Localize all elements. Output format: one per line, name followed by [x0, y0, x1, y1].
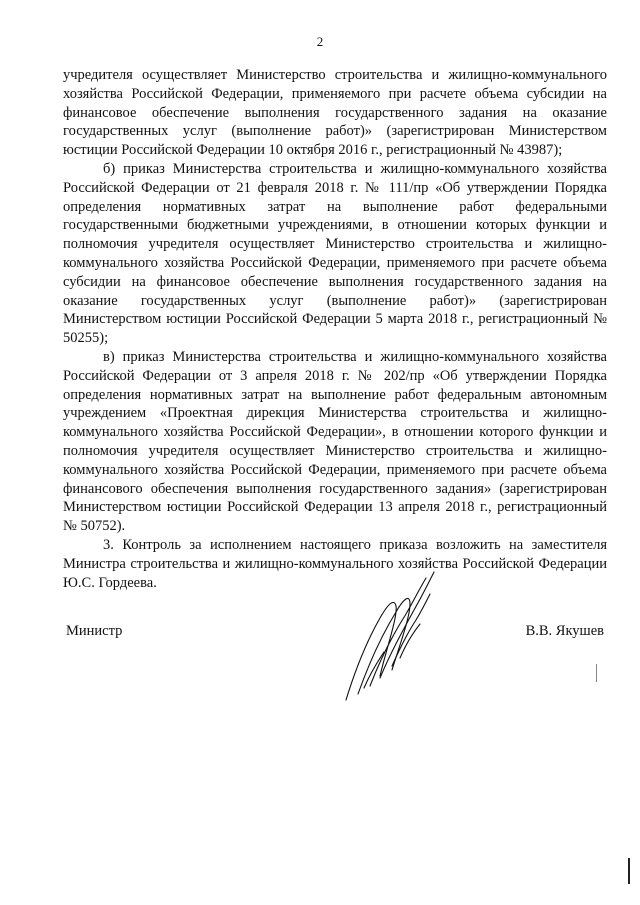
paragraph-item-v: в) приказ Министерства строительства и жилищно-коммунального хозяйства Российской Федерации от 3 апреля 2018 г. № 202/пр «Об утверждении Порядка определения нормативных затрат на выполнение работ федеральным автономным учреждением «Проектная дирекция Министерства строительства и жилищно-коммунального хозяйства Российской Федерации», в отношении которого функции и полномочия учредителя осуществляет Министерство строительства и жилищно-коммунального хозяйства Российской Федерации, применяемого при расчете объема финансового обеспечения выполнения государственного задания» (зарегистрирован Министерством юстиции Российской Федерации 13 апреля 2018 г., регистрационный № 50752). — [63, 348, 607, 535]
paragraph-continuation: учредителя осуществляет Министерство строительства и жилищно-коммунального хозяйства Российской Федерации, применяемого при расчете объема субсидии на финансовое обеспечение выполнения государственного задания на оказание государственных услуг (выполнение работ)» (зарегистрирован Министерством юстиции Российской Федерации 10 октября 2016 г., регистрационный № 43987); — [63, 67, 607, 159]
scan-dust-mark — [596, 664, 597, 682]
paragraph-point-3: 3. Контроль за исполнением настоящего приказа возложить на заместителя Министра строительства и жилищно-коммунального хозяйства Российской Федерации Ю.С. Гордеева. — [63, 536, 607, 591]
page-number: 2 — [316, 34, 324, 49]
scan-edge-mark — [628, 858, 630, 884]
signatory-name: В.В. Якушев — [525, 623, 604, 639]
signatory-title: Министр — [66, 623, 123, 639]
handwritten-signature — [340, 566, 450, 706]
document-body — [63, 66, 607, 592]
signature-block — [63, 622, 607, 642]
paragraph-item-b: б) приказ Министерства строительства и жилищно-коммунального хозяйства Российской Федерации от 21 февраля 2018 г. № 111/пр «Об утверждении Порядка определения нормативных затрат на выполнение работ федеральными государственными бюджетными учреждениями, в отношении которых функции и полномочия учредителя осуществляет Министерство строительства и жилищно-коммунального хозяйства Российской Федерации, применяемого при расчете объема субсидии на финансовое обеспечение выполнения государственного задания на оказание государственных услуг (выполнение работ)» (зарегистрирован Министерством юстиции Российской Федерации 5 марта 2018 г., регистрационный № 50255); — [63, 160, 607, 347]
